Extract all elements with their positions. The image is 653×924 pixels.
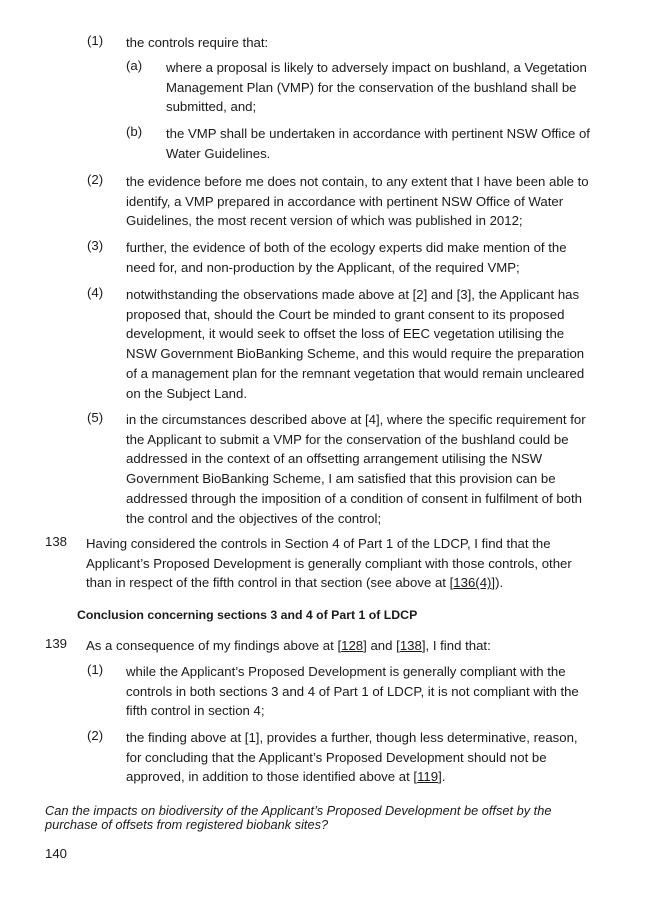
paragraph-139 xyxy=(86,636,596,656)
item-label: (b) xyxy=(126,124,143,139)
paragraph-link[interactable]: 136 xyxy=(453,575,476,591)
item-label: (2) xyxy=(87,172,104,187)
paragraph-number: 138 xyxy=(45,534,68,549)
item-label: (5) xyxy=(87,410,104,425)
item-text: notwithstanding the observations made above at [2] and [3], the Applicant has proposed that, should the Court be minded to grant consent to its proposed development, it would seek to offset the loss of EEC vegetation utilising the NSW Government BioBanking Scheme, and this would require the preparation of a management plan for the remnant vegetation that would remain uncleared on the Subject Land. xyxy=(126,287,585,401)
item-text: while the Applicant’s Proposed Development is generally compliant with the controls in both sections 3 and 4 of Part 1 of LDCP, it is not compliant with the fifth control in section 4; xyxy=(126,664,579,719)
item-text xyxy=(126,728,596,787)
italic-heading: Can the impacts on biodiversity of the Applicant’s Proposed Development be offset by the purchase of offsets from registered biobank sites? xyxy=(45,803,552,832)
item-label: (1) xyxy=(87,662,104,677)
item-label: (1) xyxy=(87,33,104,48)
paragraph-text: Having considered the controls in Section 4 of Part 1 of the LDCP, I find that the Applicant’s Proposed Development is generally compliant with those controls, other than in respect of the fifth control in that section (see above at [ xyxy=(86,536,572,591)
item-label: (a) xyxy=(126,58,143,73)
item-text: in the circumstances described above at [4], where the specific requirement for the Applicant to submit a VMP for the conservation of the bushland could be addressed in the context of an offsetting arrangement utilising the NSW Government BioBanking Scheme, I am satisfied that this provision can be addressed through the imposition of a condition of consent in fulfilment of both the control and the objectives of the control; xyxy=(126,412,586,526)
item-text: the evidence before me does not contain, to any extent that I have been able to identify, a VMP prepared in accordance with pertinent NSW Office of Water Guidelines, the most recent version of which was published in 2012; xyxy=(126,174,589,229)
paragraph-number: 139 xyxy=(45,636,68,651)
paragraph-text: ]). xyxy=(491,575,504,591)
paragraph-link[interactable]: 119 xyxy=(417,769,439,785)
paragraph-link[interactable]: 138 xyxy=(399,638,422,653)
paragraph-text: ] and [ xyxy=(363,638,400,653)
paragraph-text: As a consequence of my findings above at [ xyxy=(86,638,342,653)
item-text: the VMP shall be undertaken in accordance with pertinent NSW Office of Water Guidelines. xyxy=(166,126,590,161)
section-heading: Conclusion concerning sections 3 and 4 of Part 1 of LDCP xyxy=(77,608,418,622)
paragraph-number: 140 xyxy=(45,846,68,861)
item-label: (3) xyxy=(87,238,104,253)
paragraph-link[interactable]: (4) xyxy=(475,575,492,591)
item-label: (2) xyxy=(87,728,104,743)
item-label: (4) xyxy=(87,285,104,300)
item-text: the controls require that: xyxy=(126,35,269,50)
paragraph-text: the finding above at [1], provides a further, though less determinative, reason, for concluding that the Applicant’s Proposed Development should not be approved, in addition to those identified above at [ xyxy=(126,730,578,785)
item-text: further, the evidence of both of the ecology experts did make mention of the need for, and non-production by the Applicant, of the required VMP; xyxy=(126,240,567,275)
item-text: where a proposal is likely to adversely impact on bushland, a Vegetation Management Plan (VMP) for the conservation of the bushland shall be submitted, and; xyxy=(166,60,587,115)
paragraph-text: ], I find that: xyxy=(421,638,491,653)
paragraph-text: ]. xyxy=(438,769,446,785)
paragraph-link[interactable]: 128 xyxy=(341,638,364,653)
paragraph-138 xyxy=(86,534,596,593)
